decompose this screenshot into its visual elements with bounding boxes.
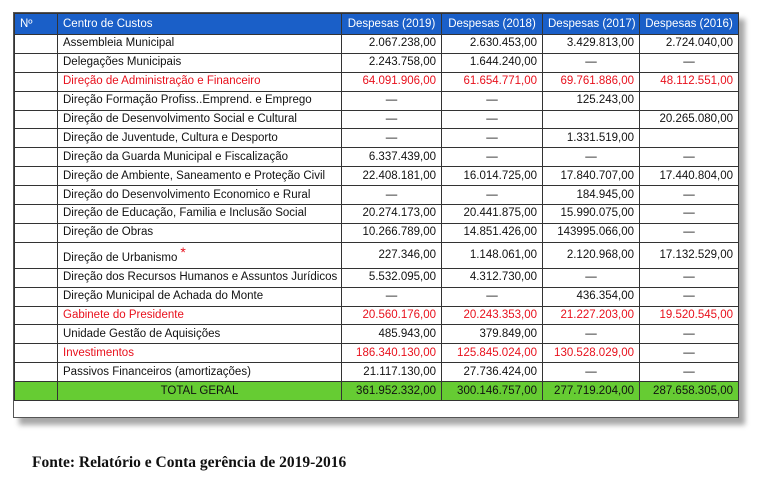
table-row [15,287,739,306]
expense-cell-2017: 69.761.886,00 [543,72,640,91]
expense-cell-2019: 64.091.906,00 [342,72,442,91]
cost-center-name [58,186,342,205]
total-label: TOTAL GERAL [58,382,342,401]
table-row [15,363,739,382]
expense-cell-2018: — [442,110,543,129]
table-row [15,268,739,287]
expense-cell-2019: — [342,186,442,205]
expense-cell-2019: 20.274.173,00 [342,205,442,224]
table-header-row [15,14,739,35]
expense-cell-2018: — [442,91,543,110]
row-number-cell [15,72,58,91]
expense-cell-2017: 3.429.813,00 [543,35,640,54]
row-number-cell [15,110,58,129]
table-row [15,242,739,268]
header-cost-center: Centro de Custos [58,14,342,35]
cost-center-label: Direção de Educação, Familia e Inclusão Social [63,207,307,220]
expense-cell-2018: — [442,186,543,205]
expense-cell-2017: — [543,53,640,72]
expense-cell-2017 [543,110,640,129]
row-number-cell [15,53,58,72]
header-2019: Despesas (2019) [342,14,442,35]
cost-center-name [58,344,342,363]
cost-center-name [58,325,342,344]
table-row [15,167,739,186]
row-number-cell [15,223,58,242]
expense-cell-2018: 14.851.426,00 [442,223,543,242]
total-number-cell [15,382,58,401]
header-number: Nº [15,14,58,35]
expense-cell-2019: — [342,287,442,306]
expense-cell-2016: — [640,148,739,167]
cost-center-label: Direção da Guarda Municipal e Fiscalização [63,150,288,163]
cost-center-name [58,268,342,287]
expense-cell-2016: 20.265.080,00 [640,110,739,129]
expense-cell-2018: 20.441.875,00 [442,205,543,224]
cost-center-name [58,148,342,167]
expense-cell-2016: — [640,325,739,344]
row-number-cell [15,242,58,268]
cost-center-name [58,306,342,325]
cost-center-label: Direção de Urbanismo [63,251,178,264]
expense-cell-2019: 5.532.095,00 [342,268,442,287]
expense-cell-2017: 17.840.707,00 [543,167,640,186]
cost-center-name [58,53,342,72]
row-number-cell [15,167,58,186]
row-number-cell [15,325,58,344]
row-number-cell [15,148,58,167]
cost-center-label: Direção de Ambiente, Saneamento e Proteção Civil [63,169,326,182]
cost-center-label: Direção de Juventude, Cultura e Desporto [63,131,278,144]
expense-cell-2019: 6.337.439,00 [342,148,442,167]
source-caption: Fonte: Relatório e Conta gerência de 2019-2016 [32,454,347,471]
cost-center-label: Gabinete do Presidente [63,309,184,322]
table-row [15,205,739,224]
expense-cell-2017: 184.945,00 [543,186,640,205]
cost-center-label: Investimentos [63,346,134,359]
expense-cell-2019: 186.340.130,00 [342,344,442,363]
row-number-cell [15,306,58,325]
expenses-table [14,13,739,401]
table-row [15,325,739,344]
cost-center-label: Direção de Administração e Financeiro [63,75,261,88]
expense-cell-2018: 379.849,00 [442,325,543,344]
table-row [15,148,739,167]
expense-cell-2016: — [640,363,739,382]
expense-cell-2016: 17.440.804,00 [640,167,739,186]
expense-cell-2018: 4.312.730,00 [442,268,543,287]
expense-cell-2018: 125.845.024,00 [442,344,543,363]
expense-cell-2016: 2.724.040,00 [640,35,739,54]
table-row [15,72,739,91]
expense-cell-2019: — [342,129,442,148]
expense-cell-2018: — [442,148,543,167]
cost-center-label: Delegações Municipais [63,56,182,69]
cost-center-label: Direção Municipal de Achada do Monte [63,290,264,303]
table-row [15,91,739,110]
expense-cell-2016: — [640,344,739,363]
expense-cell-2019: 10.266.789,00 [342,223,442,242]
expense-cell-2017: — [543,363,640,382]
table-row [15,129,739,148]
expense-cell-2016: — [640,205,739,224]
cost-center-label: Direção de Desenvolvimento Social e Cultural [63,113,297,125]
expense-cell-2018: — [442,129,543,148]
cost-center-label: Direção do Desenvolvimento Economico e Rural [63,188,311,201]
expense-cell-2016: — [640,287,739,306]
expense-cell-2016: — [640,186,739,205]
expense-cell-2017: 125.243,00 [543,91,640,110]
expense-cell-2018: 2.630.453,00 [442,35,543,54]
cost-center-label: Direção dos Recursos Humanos e Assuntos Jurídicos [63,271,338,284]
header-2018: Despesas (2018) [442,14,543,35]
expense-cell-2016: — [640,268,739,287]
expense-cell-2017: 143995.066,00 [543,223,640,242]
expense-cell-2016 [640,91,739,110]
expense-cell-2016: 19.520.545,00 [640,306,739,325]
expense-cell-2017: 130.528.029,00 [543,344,640,363]
expense-cell-2019: 2.067.238,00 [342,35,442,54]
expenses-table-container [13,12,739,418]
row-number-cell [15,268,58,287]
expense-cell-2019: 227.346,00 [342,242,442,268]
cost-center-name [58,129,342,148]
expense-cell-2016: 48.112.551,00 [640,72,739,91]
expense-cell-2018: 20.243.353,00 [442,306,543,325]
header-2016: Despesas (2016) [640,14,739,35]
expense-cell-2019: — [342,91,442,110]
expense-cell-2017: — [543,268,640,287]
expense-cell-2019: — [342,110,442,129]
expense-cell-2016: 17.132.529,00 [640,242,739,268]
cost-center-name [58,223,342,242]
cost-center-label: Passivos Financeiros (amortizações) [63,365,251,378]
cost-center-name [58,205,342,224]
expense-cell-2016 [640,129,739,148]
expense-cell-2017: 21.227.203,00 [543,306,640,325]
row-number-cell [15,91,58,110]
expense-cell-2017: 436.354,00 [543,287,640,306]
expense-cell-2019: 2.243.758,00 [342,53,442,72]
cost-center-name [58,91,342,110]
row-number-cell [15,344,58,363]
row-number-cell [15,129,58,148]
expense-cell-2017: — [543,325,640,344]
cost-center-name [58,242,342,268]
expense-cell-2018: 1.148.061,00 [442,242,543,268]
header-2017: Despesas (2017) [543,14,640,35]
expense-cell-2019: 485.943,00 [342,325,442,344]
cost-center-name [58,287,342,306]
expense-cell-2017: 2.120.968,00 [543,242,640,268]
expense-cell-2018: — [442,287,543,306]
row-number-cell [15,363,58,382]
expense-cell-2016: — [640,53,739,72]
cost-center-label: Direção de Obras [63,226,154,239]
table-row [15,223,739,242]
cost-center-label: Assembleia Municipal [63,37,175,50]
table-row [15,53,739,72]
row-number-cell [15,186,58,205]
expense-cell-2018: 1.644.240,00 [442,53,543,72]
row-number-cell [15,205,58,224]
total-2017: 277.719.204,00 [543,382,640,401]
total-2016: 287.658.305,00 [640,382,739,401]
total-2019: 361.952.332,00 [342,382,442,401]
expense-cell-2018: 16.014.725,00 [442,167,543,186]
table-row [15,35,739,54]
row-number-cell [15,287,58,306]
cost-center-name [58,72,342,91]
expense-cell-2017: — [543,148,640,167]
expense-cell-2016: — [640,223,739,242]
cost-center-label: Unidade Gestão de Aquisições [63,327,221,340]
table-row [15,344,739,363]
table-row [15,110,739,129]
table-row [15,306,739,325]
expense-cell-2017: 15.990.075,00 [543,205,640,224]
expense-cell-2017: 1.331.519,00 [543,129,640,148]
expense-cell-2018: 61.654.771,00 [442,72,543,91]
expense-cell-2018: 27.736.424,00 [442,363,543,382]
cost-center-name [58,167,342,186]
expense-cell-2019: 22.408.181,00 [342,167,442,186]
expense-cell-2019: 20.560.176,00 [342,306,442,325]
cost-center-name [58,110,342,129]
cost-center-label: Direção Formação Profiss..Emprend. e Emprego [63,94,312,107]
total-2018: 300.146.757,00 [442,382,543,401]
total-row [15,382,739,401]
cost-center-name [58,35,342,54]
table-row [15,186,739,205]
row-number-cell [15,35,58,54]
asterisk-marker: * [180,243,186,260]
cost-center-name [58,363,342,382]
expense-cell-2019: 21.117.130,00 [342,363,442,382]
